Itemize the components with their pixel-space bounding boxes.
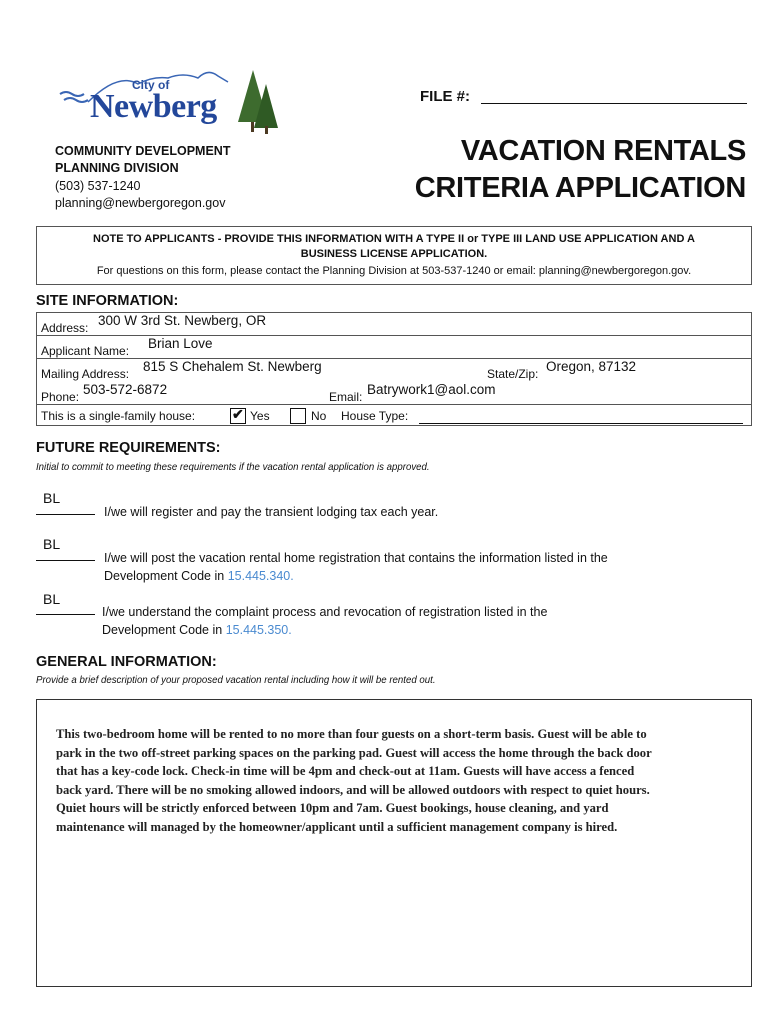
checkmark-icon: ✔ xyxy=(232,406,244,422)
requirement-2-text: I/we will post the vacation rental home registration that contains the information listed in the xyxy=(104,551,608,565)
address-label: Address: xyxy=(41,321,89,335)
requirement-3-code-text: Development Code in xyxy=(102,623,223,637)
future-requirements-heading: FUTURE REQUIREMENTS: xyxy=(36,440,221,456)
no-label: No xyxy=(311,409,327,423)
house-type-label: House Type: xyxy=(341,409,409,423)
future-requirements-instruction: Initial to commit to meeting these requirements if the vacation rental application is approved. xyxy=(36,461,430,473)
phone-label: Phone: xyxy=(41,390,80,404)
file-number-label: FILE #: xyxy=(420,88,471,105)
department-line2: PLANNING DIVISION xyxy=(55,161,179,175)
no-checkbox[interactable] xyxy=(290,408,306,424)
email-label: Email: xyxy=(329,390,363,404)
department-email: planning@newbergoregon.gov xyxy=(55,196,226,210)
requirement-3-text2 xyxy=(102,621,292,639)
logo-name: Newberg xyxy=(90,88,217,125)
site-info-heading: SITE INFORMATION: xyxy=(36,293,179,309)
note-line3: For questions on this form, please contact the Planning Division at 503-537-1240 or email: planning@newbergoregon.gov. xyxy=(96,265,692,277)
applicant-field[interactable]: Brian Love xyxy=(148,336,213,351)
phone-row xyxy=(37,382,751,405)
requirement-1-text: I/we will register and pay the transient lodging tax each year. xyxy=(104,505,439,519)
site-info-table xyxy=(36,312,752,426)
description-line: Quiet hours will be strictly enforced between 10pm and 7am. Guest bookings, house cleaning, and yard xyxy=(56,801,609,816)
description-line: that has a key-code lock. Check-in time will be 4pm and check-out at 11am. Guests will have access a fenced xyxy=(56,764,635,779)
address-row xyxy=(37,313,751,336)
initials-line-1 xyxy=(36,514,95,515)
note-to-applicants xyxy=(36,226,752,285)
requirement-2-text2 xyxy=(104,567,294,585)
mailing-field[interactable]: 815 S Chehalem St. Newberg xyxy=(143,359,322,374)
description-line: park in the two off-street parking spaces on the parking pad. Guest will access the home through the back door xyxy=(56,745,652,760)
form-title-line2: CRITERIA APPLICATION xyxy=(414,172,746,204)
note-line2: BUSINESS LICENSE APPLICATION. xyxy=(300,248,488,260)
phone-field[interactable]: 503-572-6872 xyxy=(83,382,168,397)
applicant-label: Applicant Name: xyxy=(41,344,130,358)
single-family-row xyxy=(37,405,751,428)
mailing-row xyxy=(37,359,751,382)
house-type-field[interactable] xyxy=(419,423,743,424)
single-family-label: This is a single-family house: xyxy=(41,409,196,423)
tree-icon xyxy=(238,70,278,134)
yes-label: Yes xyxy=(250,409,270,423)
mailing-label: Mailing Address: xyxy=(41,367,130,381)
description-line: maintenance will managed by the homeowner/applicant until a sufficient management company is hired. xyxy=(56,819,618,834)
statezip-field[interactable]: Oregon, 87132 xyxy=(546,359,637,374)
initials-line-3 xyxy=(36,614,95,615)
initials-line-2 xyxy=(36,560,95,561)
general-info-heading: GENERAL INFORMATION: xyxy=(36,654,217,670)
file-number-field[interactable] xyxy=(481,103,747,104)
requirement-2-code-text: Development Code in xyxy=(104,569,225,583)
department-line1: COMMUNITY DEVELOPMENT xyxy=(55,144,231,158)
description-text xyxy=(56,725,738,837)
general-info-instruction: Provide a brief description of your proposed vacation rental including how it will be rented out. xyxy=(36,674,436,686)
department-phone: (503) 537-1240 xyxy=(55,179,141,193)
requirement-3-text: I/we understand the complaint process and revocation of registration listed in the xyxy=(102,605,548,619)
description-line: This two-bedroom home will be rented to no more than four guests on a short-term basis. Guest will be able to xyxy=(56,727,647,741)
form-title-line1: VACATION RENTALS xyxy=(460,135,746,167)
initials-3[interactable]: BL xyxy=(43,591,61,607)
statezip-label: State/Zip: xyxy=(487,367,539,381)
code-link-15-445-350[interactable]: 15.445.350. xyxy=(225,623,292,637)
description-textarea[interactable] xyxy=(36,699,752,987)
applicant-row xyxy=(37,336,751,359)
initials-1[interactable]: BL xyxy=(43,490,61,506)
email-field[interactable]: Batrywork1@aol.com xyxy=(367,382,496,397)
address-field[interactable]: 300 W 3rd St. Newberg, OR xyxy=(98,313,267,328)
yes-checkbox[interactable] xyxy=(230,408,246,424)
note-line1: NOTE TO APPLICANTS - PROVIDE THIS INFORMATION WITH A TYPE II or TYPE III LAND USE APPLICATION AND A xyxy=(93,233,695,245)
logo-city-of: City of xyxy=(132,78,170,92)
description-line: back yard. There will be no smoking allowed indoors, and will be allowed outdoors with respect to quiet hours. xyxy=(56,782,650,797)
initials-2[interactable]: BL xyxy=(43,536,61,552)
code-link-15-445-340[interactable]: 15.445.340. xyxy=(227,569,294,583)
